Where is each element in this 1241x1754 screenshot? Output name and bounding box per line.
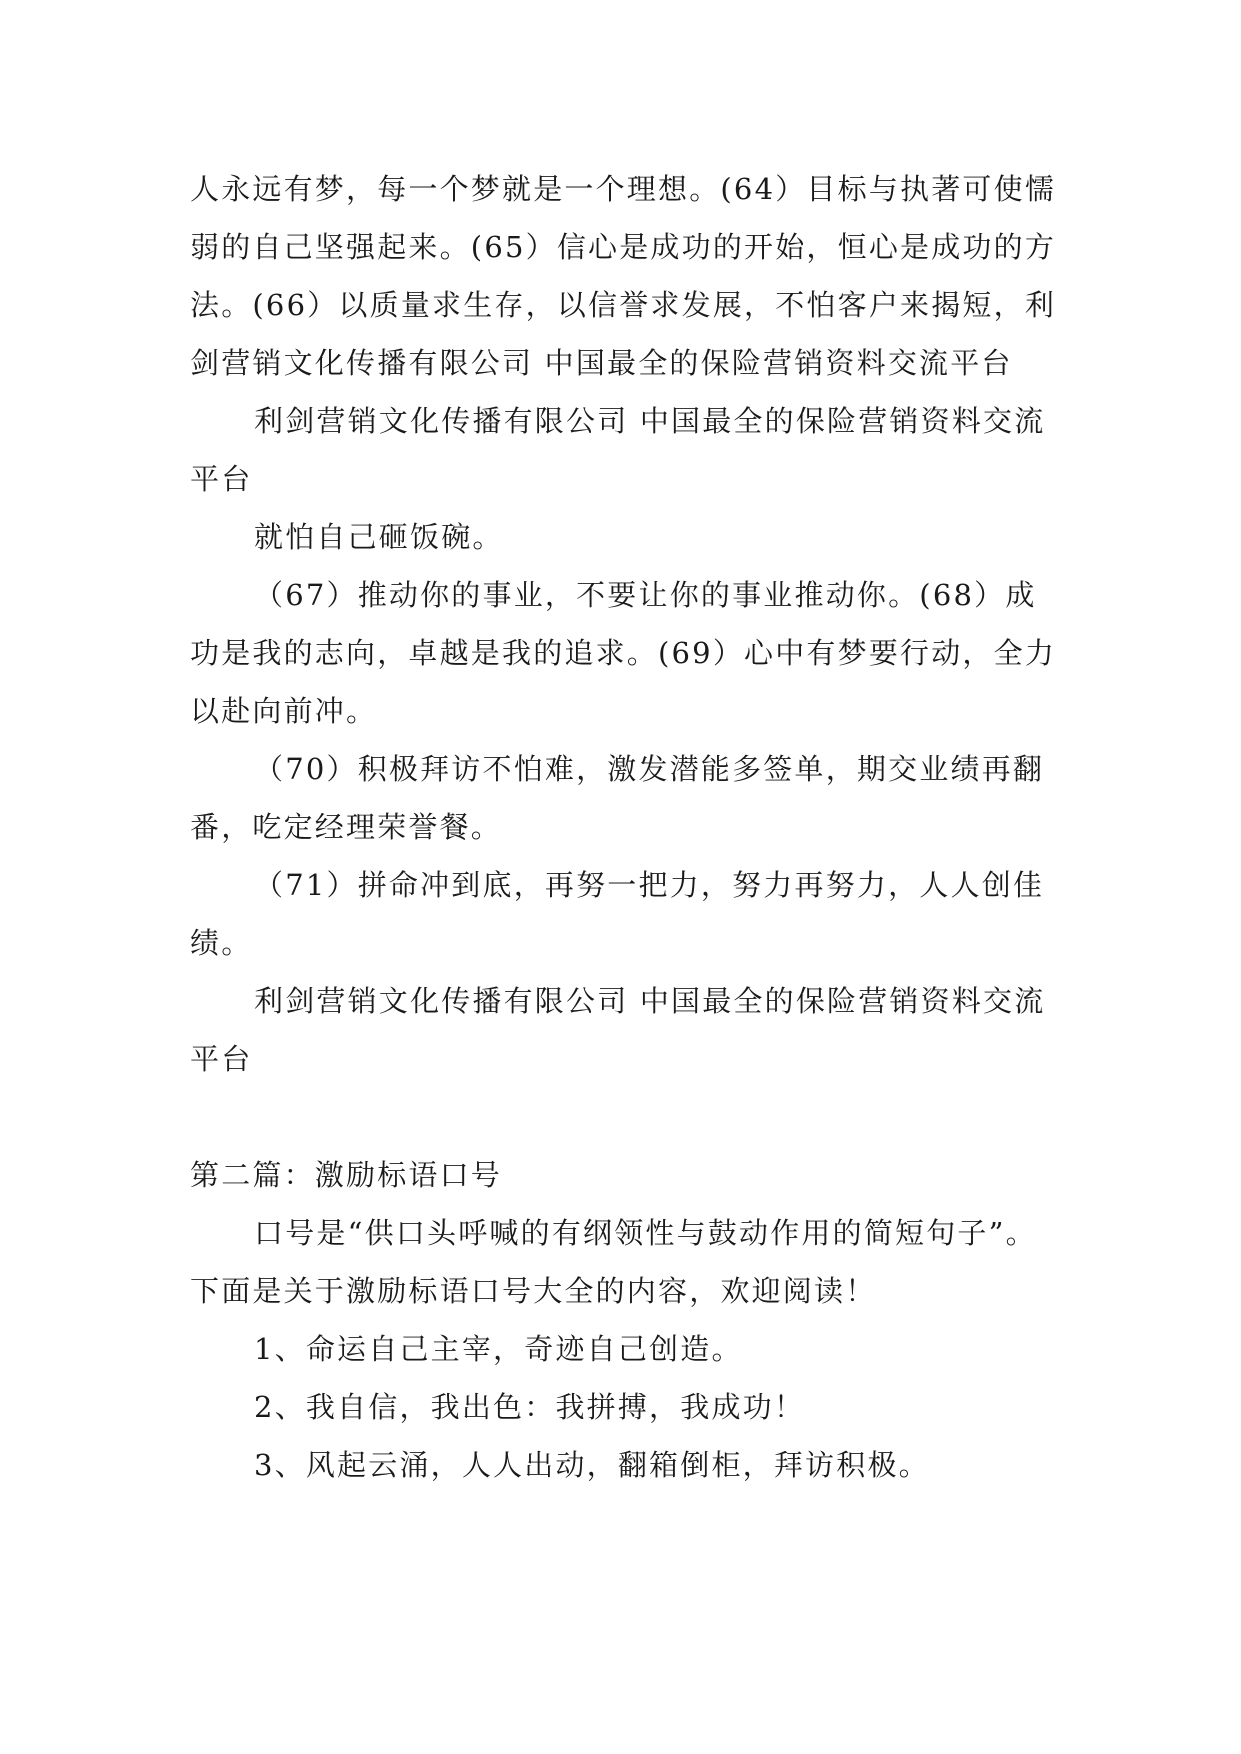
paragraph: 人永远有梦，每一个梦就是一个理想。(64）目标与执著可使懦弱的自己坚强起来。(65）信心是成功的开始，恒心是成功的方法。(66）以质量求生存，以信誉求发展，不怕客户来揭短，利剑营销文化传播有限公司 中国最全的保险营销资料交流平台 — [190, 172, 1057, 380]
list-item: 3、风起云涌，人人出动，翻箱倒柜，拜访积极。 — [254, 1448, 930, 1482]
paragraph: 利剑营销文化传播有限公司 中国最全的保险营销资料交流平台 — [190, 404, 1046, 496]
document-body — [190, 160, 1060, 1494]
section-title: 第二篇：激励标语口号 — [190, 1158, 503, 1192]
paragraph: （70）积极拜访不怕难，激发潜能多签单，期交业绩再翻番，吃定经理荣誉餐。 — [190, 752, 1045, 844]
paragraph: （67）推动你的事业，不要让你的事业推动你。(68）成功是我的志向，卓越是我的追求。(69）心中有梦要行动，全力以赴向前冲。 — [190, 578, 1057, 728]
paragraph: 就怕自己砸饭碗。 — [254, 520, 504, 554]
paragraph: 口号是“供口头呼喊的有纲领性与鼓动作用的简短句子”。下面是关于激励标语口号大全的内容，欢迎阅读！ — [190, 1216, 1037, 1308]
paragraph: （71）拼命冲到底，再努一把力，努力再努力，人人创佳绩。 — [190, 868, 1045, 960]
paragraph: 利剑营销文化传播有限公司 中国最全的保险营销资料交流平台 — [190, 984, 1046, 1076]
list-item: 2、我自信，我出色：我拼搏，我成功！ — [254, 1390, 806, 1424]
list-item: 1、命运自己主宰，奇迹自己创造。 — [254, 1332, 743, 1366]
